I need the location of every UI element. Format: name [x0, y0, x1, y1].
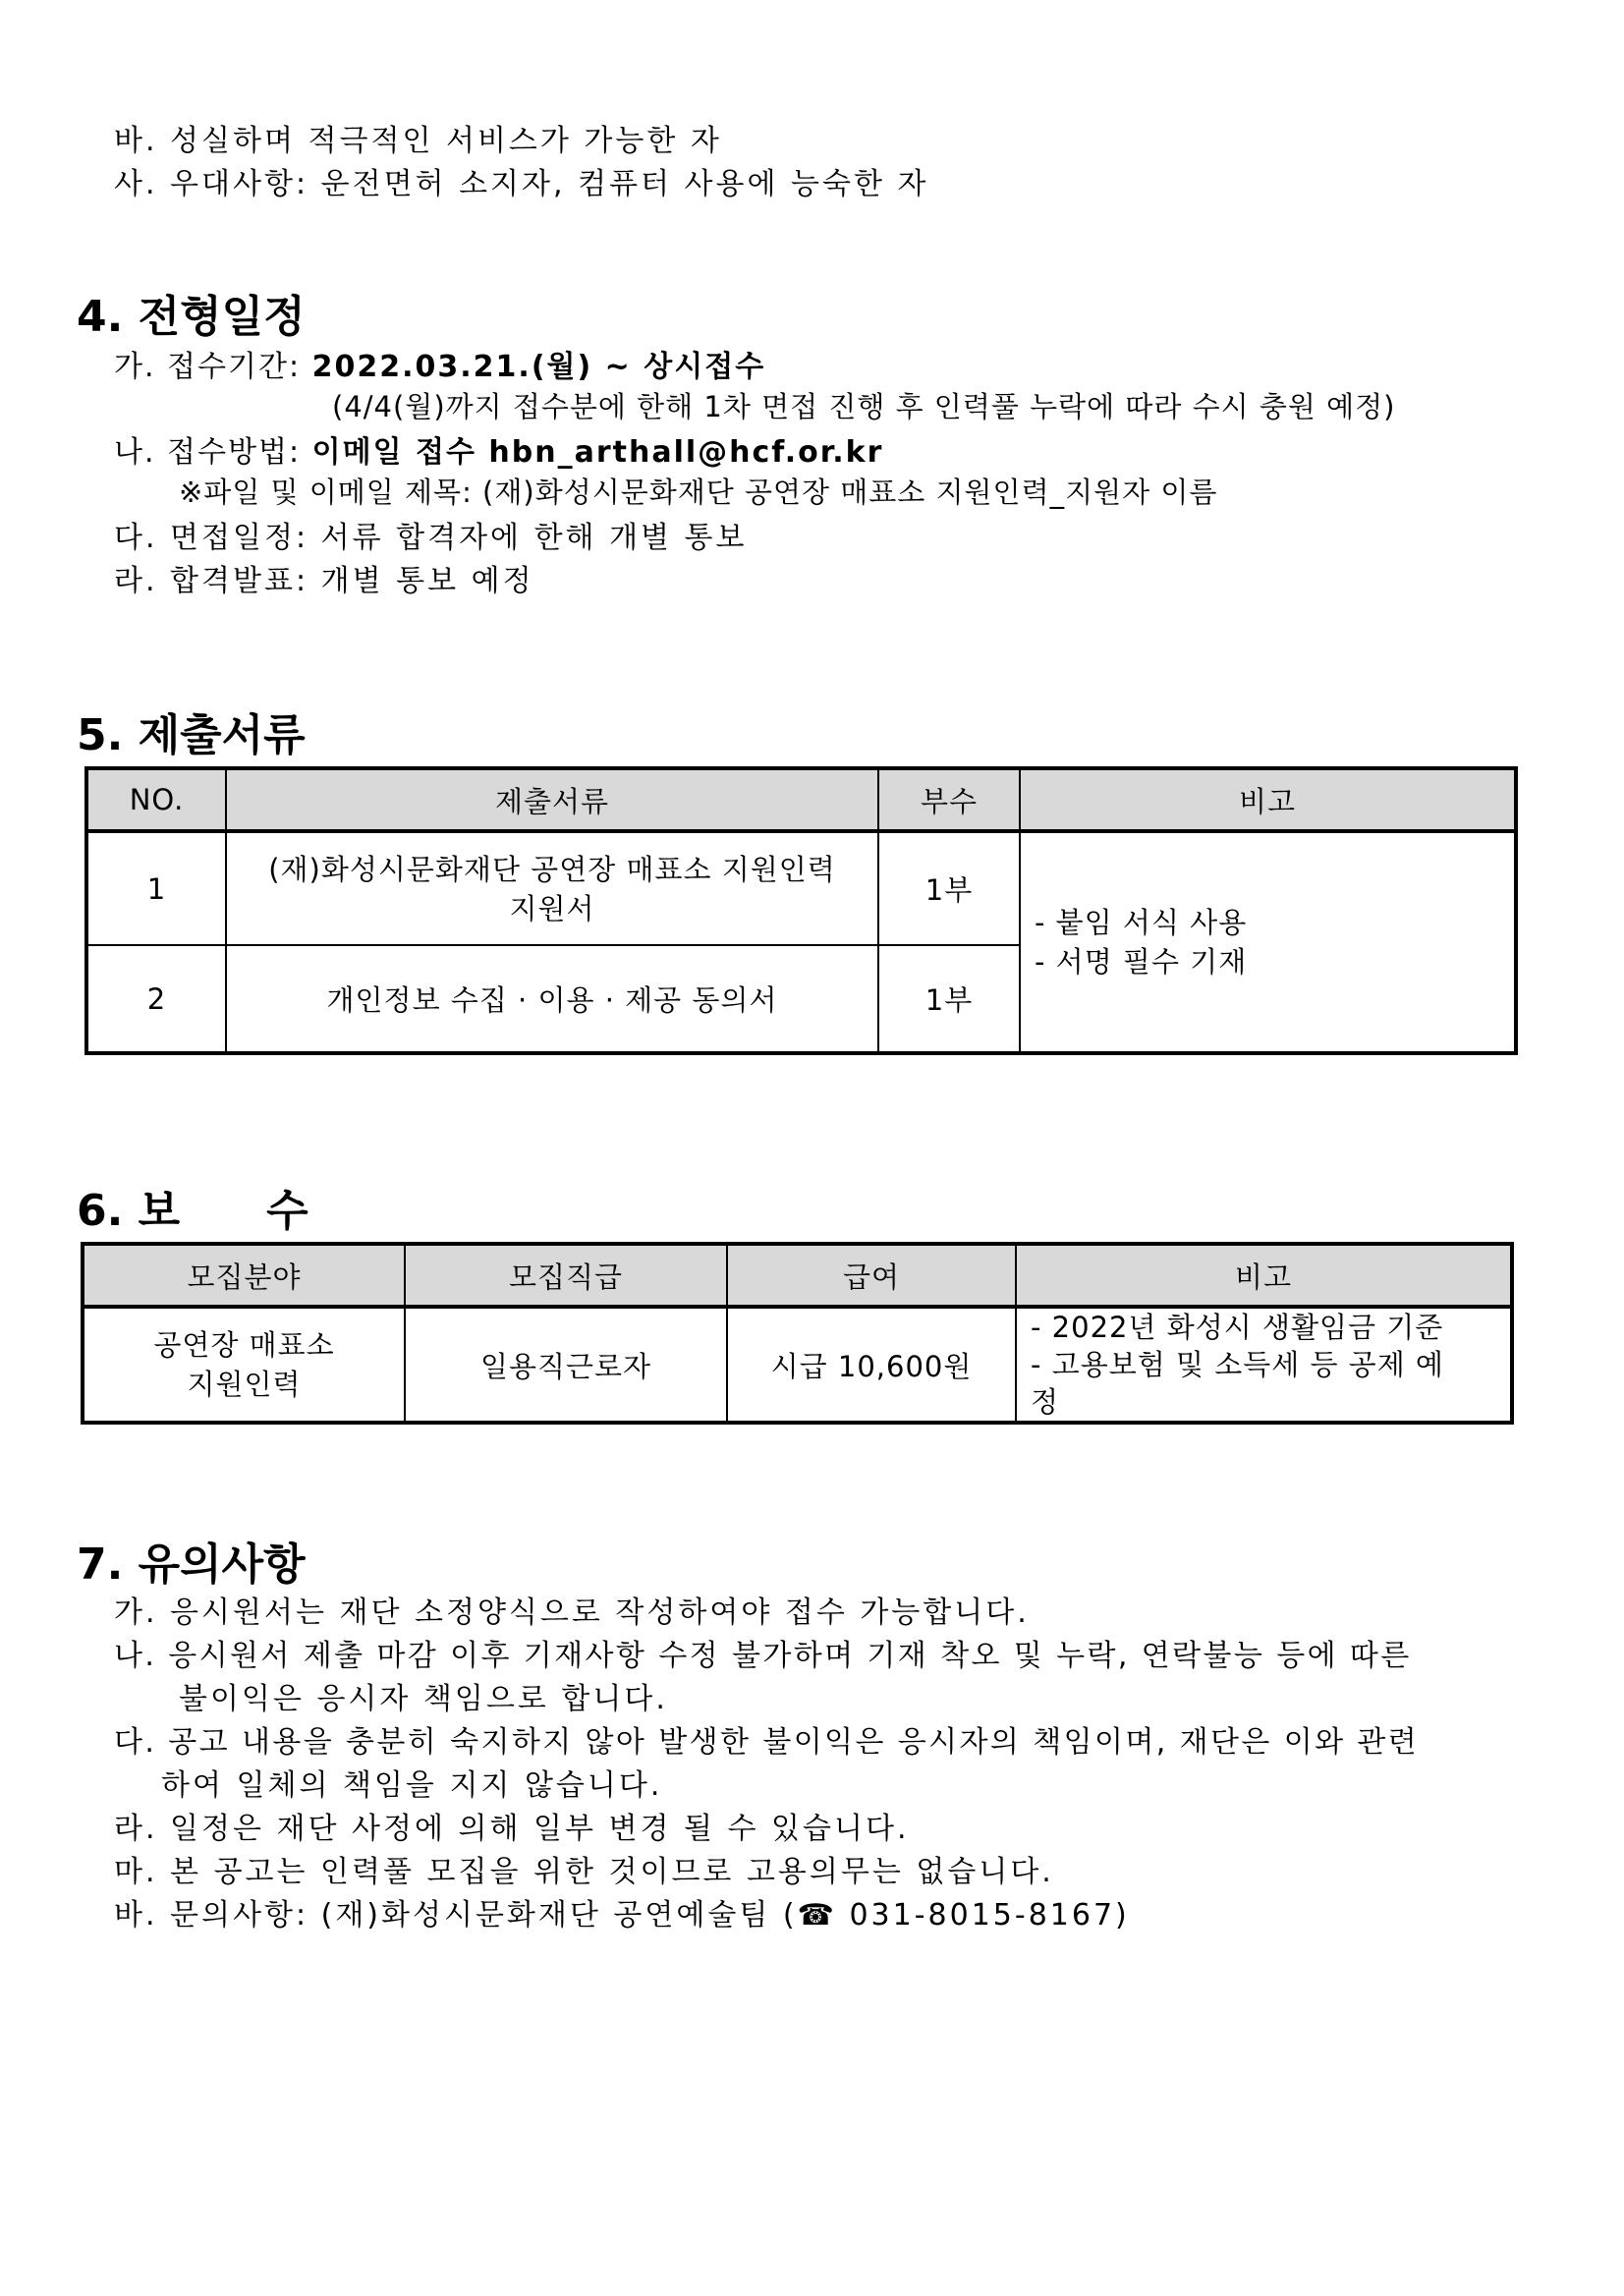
- header-field: 모집분야: [83, 1244, 405, 1307]
- header-document: 제출서류: [226, 768, 878, 831]
- schedule-item-ga: [114, 342, 765, 385]
- caution-item: 나. 응시원서 제출 마감 이후 기재사항 수정 불가하며 기재 착오 및 누락, 연락불능 등에 따른: [114, 1639, 1412, 1673]
- recruit-rank: 일용직근로자: [405, 1307, 727, 1423]
- header-note: 비고: [1020, 768, 1516, 831]
- qualification-item-sa: 사. 우대사항: 운전면허 소지자, 컴퓨터 사용에 능숙한 자: [114, 167, 929, 201]
- caution-item: 마. 본 공고는 인력풀 모집을 위한 것이므로 고용의무는 없습니다.: [114, 1855, 1054, 1889]
- salary-note-2: - 고용보험 및 소득세 등 공제 예정: [1031, 1348, 1444, 1419]
- row-no: 2: [86, 945, 226, 1053]
- schedule-item-ra: 라. 합격발표: 개별 통보 예정: [114, 564, 534, 598]
- salary-table-header: [83, 1244, 1512, 1307]
- schedule-item-da: 다. 면접일정: 서류 합격자에 한해 개별 통보: [114, 521, 748, 555]
- caution-item: 다. 공고 내용을 충분히 숙지하지 않아 발생한 불이익은 응시자의 책임이며, 재단은 이와 관련: [114, 1725, 1420, 1760]
- caution-item-continued: 하여 일체의 책임을 지지 않습니다.: [161, 1768, 663, 1803]
- documents-table-header: [86, 768, 1516, 831]
- schedule-na-note: ※파일 및 이메일 제목: (재)화성시문화재단 공연장 매표소 지원인력_지원자 이름: [179, 476, 1218, 509]
- schedule-ga-label: 가. 접수기간:: [114, 350, 302, 384]
- table-row: [83, 1307, 1512, 1423]
- documents-note-1: - 붙임 서식 사용: [1035, 906, 1248, 939]
- schedule-na-label: 나. 접수방법:: [114, 435, 302, 470]
- caution-item: 라. 일정은 재단 사정에 의해 일부 변경 될 수 있습니다.: [114, 1812, 910, 1846]
- row-no: 1: [86, 831, 226, 945]
- header-note: 비고: [1016, 1244, 1512, 1307]
- salary-note: [1016, 1307, 1512, 1423]
- row-document: 개인정보 수집 · 이용 · 제공 동의서: [226, 945, 878, 1053]
- documents-note-2: - 서명 필수 기재: [1035, 945, 1248, 979]
- row-count: 1부: [878, 945, 1020, 1053]
- header-pay: 급여: [727, 1244, 1016, 1307]
- section-4-heading: 4. 전형일정: [77, 292, 306, 342]
- section-6-heading: 6. 보 수: [77, 1186, 308, 1236]
- caution-item-contact: 바. 문의사항: (재)화성시문화재단 공연예술팀 (☎ 031-8015-8167): [114, 1898, 1130, 1932]
- recruit-pay: 시급 10,600원: [727, 1307, 1016, 1423]
- schedule-ga-note: (4/4(월)까지 접수분에 한해 1차 면접 진행 후 인력풀 누락에 따라 수시 충원 예정): [332, 390, 1396, 423]
- schedule-ga-value: 2022.03.21.(월) ~ 상시접수: [311, 350, 766, 384]
- schedule-item-na: [114, 427, 883, 471]
- table-row: [86, 831, 1516, 945]
- header-no: NO.: [86, 768, 226, 831]
- section-7-heading: 7. 유의사항: [77, 1540, 306, 1590]
- salary-note-1: - 2022년 화성시 생활임금 기준: [1031, 1311, 1444, 1344]
- caution-item-continued: 불이익은 응시자 책임으로 합니다.: [179, 1682, 668, 1716]
- documents-note: [1020, 831, 1516, 1053]
- row-document: (재)화성시문화재단 공연장 매표소 지원인력 지원서: [226, 831, 878, 945]
- header-count: 부수: [878, 768, 1020, 831]
- header-rank: 모집직급: [405, 1244, 727, 1307]
- qualification-item-ba: 바. 성실하며 적극적인 서비스가 가능한 자: [114, 124, 722, 158]
- caution-item: 가. 응시원서는 재단 소정양식으로 작성하여야 접수 가능합니다.: [114, 1596, 1030, 1630]
- schedule-na-value: 이메일 접수 hbn_arthall@hcf.or.kr: [311, 435, 884, 470]
- documents-table: [84, 766, 1518, 1055]
- salary-table: [81, 1242, 1514, 1425]
- row-count: 1부: [878, 831, 1020, 945]
- recruit-field: 공연장 매표소 지원인력: [83, 1307, 405, 1423]
- section-5-heading: 5. 제출서류: [77, 710, 306, 760]
